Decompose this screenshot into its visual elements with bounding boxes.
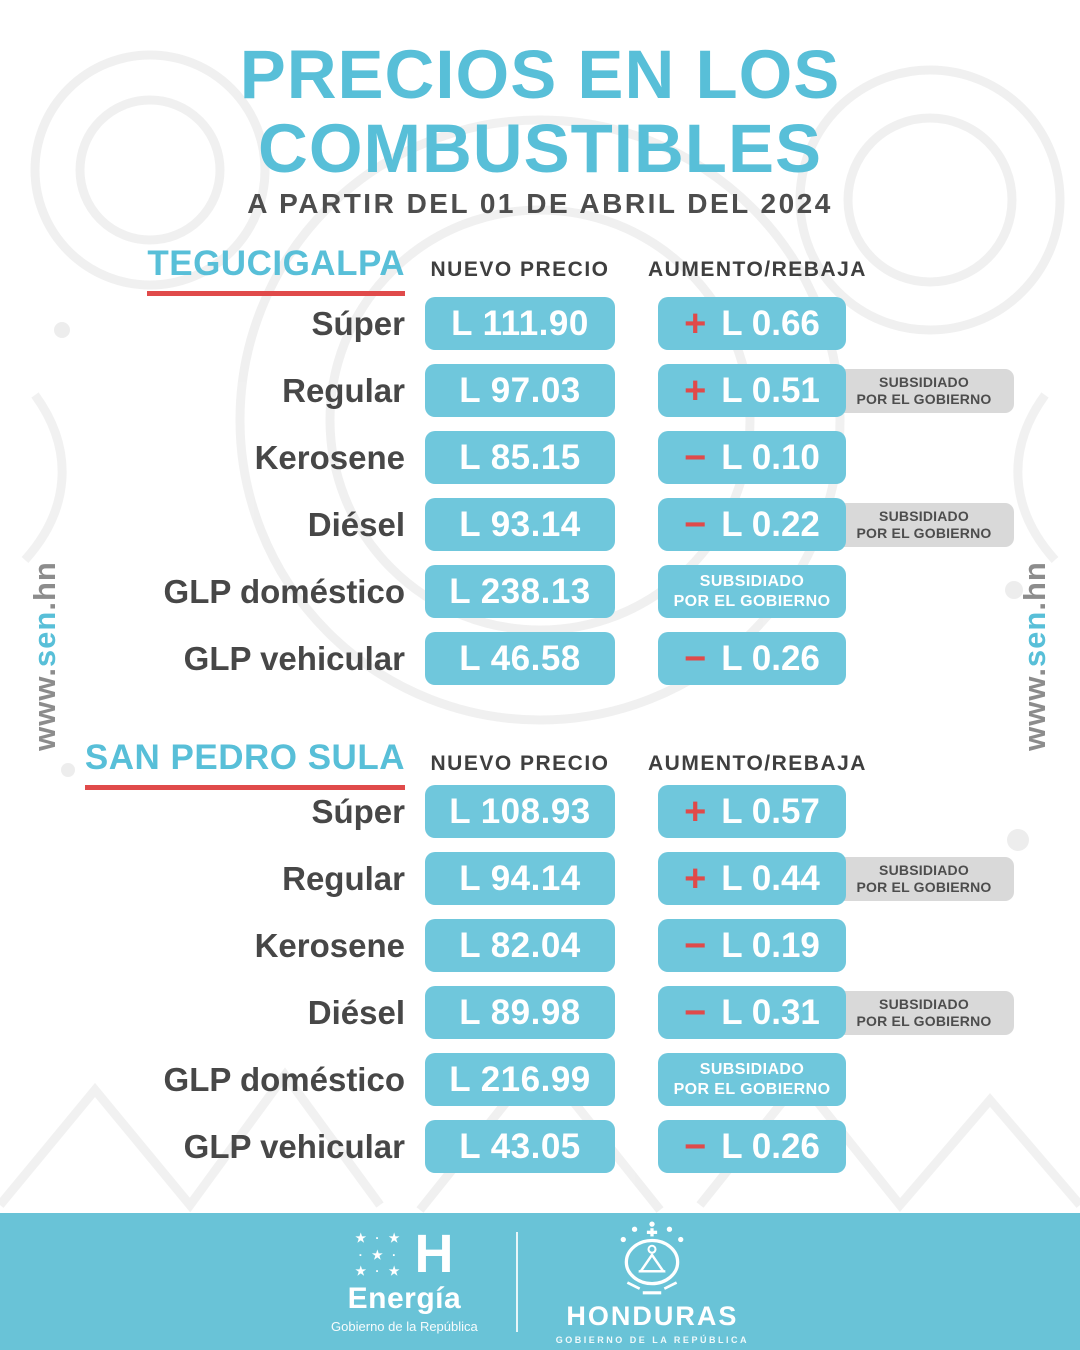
- honduras-brand: HONDURAS: [566, 1300, 739, 1331]
- plus-icon: +: [684, 790, 707, 833]
- fuel-label: Súper: [311, 792, 405, 830]
- subsidized-line2: POR EL GOBIERNO: [673, 1080, 831, 1098]
- page-title-line2: COMBUSTIBLES: [258, 110, 822, 187]
- price-box: [425, 565, 615, 618]
- change-value: L 0.57: [721, 791, 820, 831]
- column-header-change: AUMENTO/REBAJA: [648, 752, 867, 775]
- minus-icon: −: [684, 503, 707, 546]
- price-box: [425, 852, 615, 905]
- url-sen: sen: [1017, 610, 1052, 668]
- subsidized-line1: SUBSIDIADO: [699, 572, 805, 590]
- fuel-label: GLP doméstico: [163, 572, 405, 610]
- change-value: L 0.51: [721, 370, 820, 410]
- energia-brand: Energía: [347, 1281, 462, 1315]
- price-box: [425, 431, 615, 484]
- section-header: [0, 246, 1080, 296]
- change-value: L 0.31: [721, 992, 820, 1032]
- price-box: [425, 785, 615, 838]
- fuel-row-kerosene: [0, 919, 1080, 972]
- fuel-row-diesel: [0, 498, 1080, 551]
- change-box: [658, 498, 846, 551]
- fuel-label: Diésel: [307, 993, 405, 1031]
- energia-logo: [331, 1224, 478, 1334]
- minus-icon: −: [684, 1125, 707, 1168]
- fuel-label: GLP vehicular: [183, 1127, 405, 1165]
- change-box: [658, 431, 846, 484]
- fuel-label: Regular: [282, 859, 405, 897]
- price-value: L 94.14: [459, 858, 581, 898]
- fuel-row-glp-domestico: [0, 565, 1080, 618]
- fuel-label: Kerosene: [254, 438, 405, 476]
- change-box: [658, 986, 846, 1039]
- price-value: L 108.93: [449, 791, 591, 831]
- price-value: L 46.58: [459, 638, 581, 678]
- subsidy-badge-line1: SUBSIDIADO: [879, 862, 969, 879]
- fuel-row-super: [0, 785, 1080, 838]
- fuel-row-super: [0, 297, 1080, 350]
- honduras-coat-of-arms-icon: [610, 1219, 694, 1299]
- price-value: L 238.13: [449, 571, 591, 611]
- plus-icon: +: [684, 302, 707, 345]
- subsidized-box: [658, 1053, 846, 1106]
- column-header-new-price: NUEVO PRECIO: [430, 258, 610, 281]
- fuel-label: Kerosene: [254, 926, 405, 964]
- fuel-row-diesel: [0, 986, 1080, 1039]
- change-box: [658, 297, 846, 350]
- subsidy-badge-line1: SUBSIDIADO: [879, 374, 969, 391]
- fuel-label: Regular: [282, 371, 405, 409]
- price-box: [425, 498, 615, 551]
- fuel-label: GLP vehicular: [183, 639, 405, 677]
- energia-logo-mark: [355, 1224, 454, 1285]
- fuel-label: Súper: [311, 304, 405, 342]
- change-value: L 0.26: [721, 638, 820, 678]
- subsidy-badge: [834, 369, 1014, 413]
- column-header-new-price: NUEVO PRECIO: [430, 752, 610, 775]
- fuel-rows: [0, 785, 1080, 1187]
- footer-bar: [0, 1213, 1080, 1350]
- fuel-row-regular: [0, 852, 1080, 905]
- price-box: [425, 364, 615, 417]
- price-box: [425, 297, 615, 350]
- price-box: [425, 1053, 615, 1106]
- change-value: L 0.22: [721, 504, 820, 544]
- page-title: [0, 38, 1080, 186]
- minus-icon: −: [684, 436, 707, 479]
- subsidized-box: [658, 565, 846, 618]
- minus-icon: −: [684, 924, 707, 967]
- fuel-row-kerosene: [0, 431, 1080, 484]
- section-san-pedro-sula: [0, 740, 1080, 1210]
- price-box: [425, 919, 615, 972]
- price-value: L 82.04: [459, 925, 581, 965]
- side-url-left: [27, 506, 63, 806]
- minus-icon: −: [684, 637, 707, 680]
- section-tegucigalpa: [0, 246, 1080, 716]
- fuel-row-glp-vehicular: [0, 1120, 1080, 1173]
- price-value: L 85.15: [459, 437, 581, 477]
- price-value: L 93.14: [459, 504, 581, 544]
- subsidy-badge-line1: SUBSIDIADO: [879, 508, 969, 525]
- change-box: [658, 632, 846, 685]
- section-header: [0, 740, 1080, 790]
- change-value: L 0.44: [721, 858, 820, 898]
- price-value: L 97.03: [459, 370, 581, 410]
- honduras-logo: [556, 1219, 749, 1345]
- change-box: [658, 1120, 846, 1173]
- stars-icon: ★ · ★ · ★ · ★ · ★: [355, 1230, 403, 1279]
- page-subtitle: A PARTIR DEL 01 DE ABRIL DEL 2024: [247, 188, 833, 219]
- url-hn: .hn: [27, 561, 62, 611]
- change-box: [658, 364, 846, 417]
- url-hn: .hn: [1017, 561, 1052, 611]
- price-box: [425, 986, 615, 1039]
- plus-icon: +: [684, 857, 707, 900]
- fuel-row-glp-domestico: [0, 1053, 1080, 1106]
- change-box: [658, 785, 846, 838]
- subsidy-badge-line2: POR EL GOBIERNO: [856, 879, 992, 895]
- city-title-san-pedro-sula: SAN PEDRO SULA: [85, 738, 405, 790]
- city-title-tegucigalpa: TEGUCIGALPA: [147, 244, 405, 296]
- subsidy-badge: [834, 857, 1014, 901]
- fuel-label: Diésel: [307, 505, 405, 543]
- subsidized-line1: SUBSIDIADO: [699, 1060, 805, 1078]
- plus-icon: +: [684, 369, 707, 412]
- price-box: [425, 632, 615, 685]
- change-box: [658, 852, 846, 905]
- price-value: L 216.99: [449, 1059, 591, 1099]
- url-www: www.: [27, 667, 62, 751]
- subsidy-badge-line2: POR EL GOBIERNO: [856, 1013, 992, 1029]
- price-value: L 111.90: [451, 303, 589, 343]
- url-sen: sen: [27, 610, 62, 668]
- subsidized-line2: POR EL GOBIERNO: [673, 592, 831, 610]
- subsidy-badge-line2: POR EL GOBIERNO: [856, 525, 992, 541]
- price-value: L 89.98: [459, 992, 581, 1032]
- page-title-line1: PRECIOS EN LOS: [239, 36, 841, 113]
- url-www: www.: [1017, 667, 1052, 751]
- energia-subtitle: Gobierno de la República: [331, 1318, 478, 1334]
- subsidy-badge-line2: POR EL GOBIERNO: [856, 391, 992, 407]
- fuel-rows: [0, 297, 1080, 699]
- honduras-subtitle: GOBIERNO DE LA REPÚBLICA: [555, 1334, 749, 1345]
- minus-icon: −: [684, 991, 707, 1034]
- price-value: L 43.05: [459, 1126, 581, 1166]
- footer-divider: [516, 1232, 518, 1332]
- change-value: L 0.26: [721, 1126, 820, 1166]
- change-box: [658, 919, 846, 972]
- subsidy-badge: [834, 503, 1014, 547]
- subsidy-badge: [834, 991, 1014, 1035]
- fuel-row-glp-vehicular: [0, 632, 1080, 685]
- h-logo-glyph: H: [414, 1224, 454, 1285]
- column-header-change: AUMENTO/REBAJA: [648, 258, 867, 281]
- change-value: L 0.66: [721, 303, 820, 343]
- change-value: L 0.19: [721, 925, 820, 965]
- subsidy-badge-line1: SUBSIDIADO: [879, 996, 969, 1013]
- fuel-label: GLP doméstico: [163, 1060, 405, 1098]
- side-url-right: [1017, 506, 1053, 806]
- fuel-row-regular: [0, 364, 1080, 417]
- price-box: [425, 1120, 615, 1173]
- change-value: L 0.10: [721, 437, 820, 477]
